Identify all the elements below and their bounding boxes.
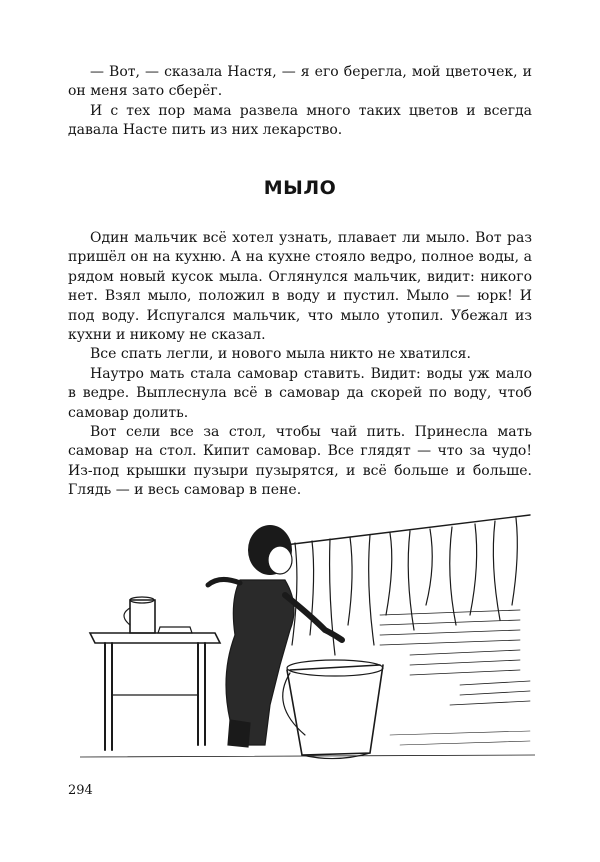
paragraph: Все спать легли, и нового мыла никто не хватился. <box>90 346 471 363</box>
paragraph: — Вот, — сказала Настя, — я его берегла, мой цветочек, и он меня зато сберёг. <box>68 64 532 100</box>
paragraph: Вот сели все за стол, чтобы чай пить. Принесла мать самовар на стол. Кипит самовар. Все глядят — что за чудо! Из-под крышки пузыри пузырятся, и всё больше и больше. Глядь — и весь самовар в пене. <box>68 424 532 499</box>
paragraph: Наутро мать стала самовар ставить. Видит: воды уж мало в ведре. Выплеснула всё в самовар да скорей по воду, чтоб самовар долить. <box>68 365 532 421</box>
paragraph: Один мальчик всё хотел узнать, плавает ли мыло. Вот раз пришёл он на кухню. А на кухне стояло ведро, полное воды, а рядом новый кусок мыла. Оглянулся мальчик, видит: никого нет. Взял мыло, положил в воду и пустил. Мыло — юрк! И под воду. Испугался мальчик, что мыло утопил. Убежал из кухни и никому не сказал. <box>68 230 532 344</box>
page-number: 294 <box>68 783 93 798</box>
boy-at-bucket-illustration <box>80 505 535 765</box>
story-body <box>68 229 532 501</box>
paragraph: И с тех пор мама развела много таких цветов и всегда давала Насте пить из них лекарство. <box>68 102 532 139</box>
previous-story-ending <box>68 63 532 141</box>
story-title: МЫЛО <box>263 177 337 199</box>
